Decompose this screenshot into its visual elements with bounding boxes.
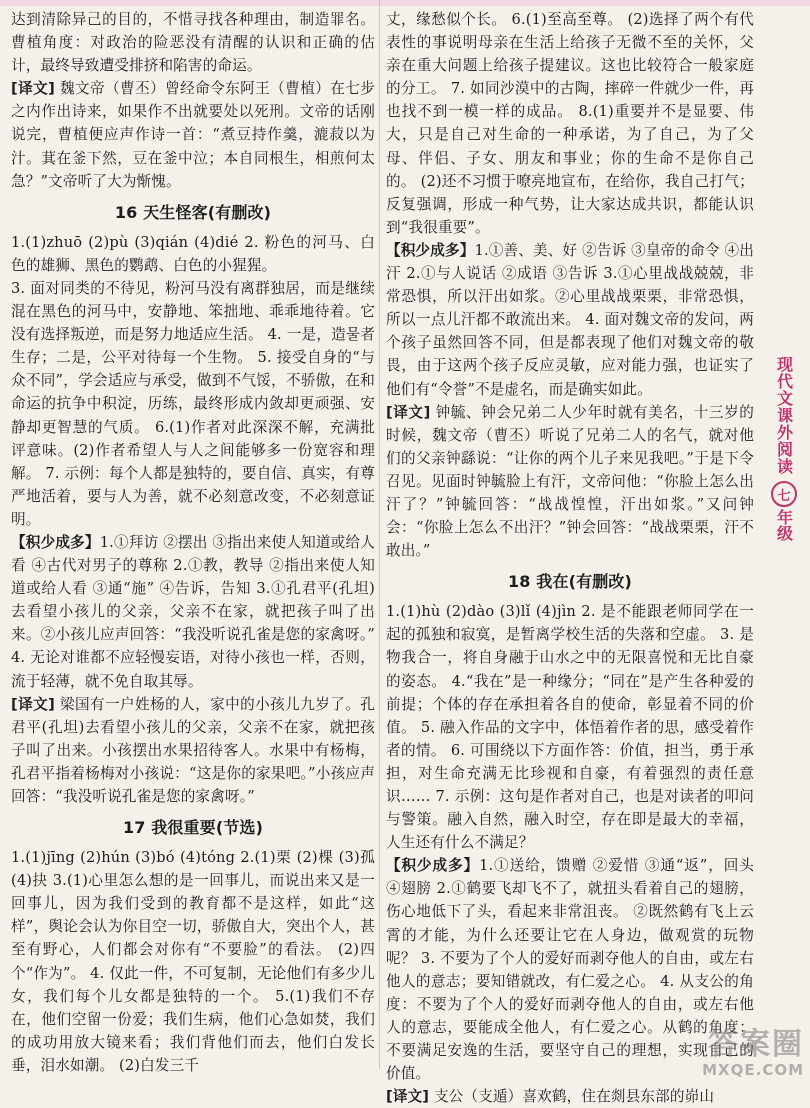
watermark-logo — [654, 1029, 804, 1085]
left-column — [11, 8, 376, 1074]
top-decoration-bar — [0, 0, 810, 6]
s16-answers-1: 1.(1)zhuō (2)pù (3)qián (4)dié 2. 粉色的河马、白色的雄狮、黑色的鹦鹉、白色的小猩猩。 — [11, 233, 375, 274]
s17-accumulate — [386, 239, 754, 401]
grade-label — [761, 481, 807, 541]
translation-tag: [译文] — [386, 403, 431, 421]
right-paragraph-1: 丈，缘愁似个长。 6.(1)至高至尊。 (2)选择了两个有代表性的事说明母亲在生活上给孩子无微不至的关怀，父亲在重大问题上给孩子提建议。这也比较符合一般家庭的分工。 7. 如同沙漠中的古陶，摔碎一件就少一件，再也找不到一模一样的成品。 8.(1)重要并不是显要、伟大，只是自己对生命的一种承诺，为了自己，为了父母、伴侣、子女、朋友和事业；你的生命不是你自己的。 (2)还不习惯于嘹亮地宣布，在给你，我自己打气；反复强调，形成一种气势，让大家达成共识，都能认识到“我很重要”。 — [386, 11, 754, 236]
series-title: 现代文课外阅读 — [774, 356, 794, 475]
s17-accumulate-text: 1.①善、美、好 ②告诉 ③皇帝的命令 ④出汗 2.①与人说话 ②成语 ③告诉 3.①心里战战兢兢，非常恐惧，所以汗出如浆。②心里战战栗栗，非常恐惧，所以一点儿汗都不敢流出来。 4. 面对魏文帝的发问，两个孩子虽然回答不同，但是都表现了他们对魏文帝的敬畏，由于这两个孩子反应灵敏，应对能力强，也证实了他们有“令誉”不是虚名，而是确实如此。 — [386, 241, 754, 398]
s18-translation-text: 支公（支遁）喜欢鹤，住在剡县东部的峁山 — [433, 1088, 715, 1106]
s17-answers-1: 1.(1)jīng (2)hún (3)bó (4)tóng 2.(1)栗 (2)棵 (3)孤 (4)抉 3.(1)心里怎么想的是一回事儿，而说出来又是一回事儿，因为我们受到的教育都不是这样，如此“这样”，舆论会认为你目空一切，骄傲自大，突出个人，甚至有野心，人们都会对你有“不要脸”的看法。 (2)四个“作为”。 4. 仅此一件，不可复制，无论他们有多少儿女，我们每个儿女都是独特的一个。 5.(1)我们不存在，他们空留一份爱；我们生病，他们心急如焚，我们的成功用放大镜来看；我们背他们而去，他们白发长垂，泪水如潮。 (2)白发三千 — [11, 849, 375, 1074]
left-paragraph-1: 达到清除异己的目的，不惜寻找各种理由，制造罪名。曹植角度：对政治的险恶没有清醒的认识和正确的估计，最终导致遭受排挤和陷害的命运。 — [11, 11, 375, 75]
s16-translation-text: 梁国有一户姓杨的人，家中的小孩儿九岁了。孔君平(孔坦)去看望小孩儿的父亲，父亲不在家，就把孩子叫了出来。小孩摆出水果招待客人。水果中有杨梅，孔君平指着杨梅对小孩说：“这是你的家果吧。”小孩应声回答：“我没听说孔雀是您的家禽呀。” — [11, 695, 375, 805]
s18-answers-1: 1.(1)hù (2)dào (3)lǐ (4)jìn 2. 是不能跟老师同学在一起的孤独和寂寞，是暂离学校生活的失落和空虚。 3. 是物我合一，将自身融于山水之中的无限喜悦和无比自豪的姿态。 4.“我在”是一种缘分；“同在”是产生各种爱的前提；个体的存在承担着各自的使命，彰显着不同的价值。 5. 融入作品的文字中，体悟着作者的思，感受着作者的情。 6. 可围绕以下方面作答：价值，担当，勇于承担，对生命充满无比珍视和自豪，有着强烈的责任意识…… 7. 示例：这句是作者对自己，也是对读者的叩问与警策。融入自然，融入时空，存在即是最大的幸福，人生还有什么不满足？ — [386, 603, 754, 852]
watermark-main: 答案圈 — [708, 1027, 804, 1062]
translation-tag: [译文] — [386, 1088, 430, 1106]
s17-translation-text: 钟毓、钟会兄弟二人少年时就有美名，十三岁的时候，魏文帝（曹丕）听说了兄弟二人的名气，就对他们的父亲钟繇说：“让你的两个儿子来见我吧。”于是下令召见。见面时钟毓脸上有汗，文帝问他：“你脸上怎么出汗了？”钟毓回答：“战战惶惶，汗出如浆。”又问钟会：“你脸上怎么不出汗？”钟会回答：“战战栗栗，汗不敢出。” — [386, 403, 754, 560]
section-18-title: 18 我在(有删改) — [508, 572, 632, 592]
translation-tag: [译文] — [11, 695, 55, 713]
grade-text: 年级 — [774, 509, 794, 541]
s16-translation — [11, 693, 375, 808]
translation-tag: [译文] — [11, 80, 55, 98]
accumulate-tag: 【积少成多】 — [386, 241, 475, 259]
s16-answers-3 — [11, 531, 375, 693]
section-16-title: 16 天生怪客(有删改) — [114, 202, 272, 222]
s17-translation — [386, 401, 754, 563]
s16-answers-2: 3. 面对同类的不待见，粉河马没有离群独居，而是继续混在黑色的河马中，安静地、笨拙地、乖乖地待着。它没有选择叛逆，而是努力地适应生活。 4. 一是，造물者生存；二是，公平对待每一个生物。 5. 接受自身的“与众不同”，学会适应与承受，做到不气馁，不骄傲，在和命运的抗争中积淀，历练，最终形成内敛却更顽强、安静却更智慧的气质。 6.(1)作者对此深深不解，充满批评意味。(2)作者希望人与人之间能够多一份宽容和理解。 7. 示例：每个人都是独特的，要自信、真实，有尊严地活着，要与人为善，就不必刻意改变，不必刻意证明。 — [11, 279, 375, 528]
section-17-title: 17 我很重要(节选) — [122, 818, 264, 838]
accumulate-tag: 【积少成多】 — [11, 533, 100, 551]
watermark-url: MXQE.COM — [702, 1061, 804, 1079]
s18-accumulate-text: 1.①送给，馈赠 ②爱惜 ③通“返”，回头 ④翅膀 2.①鹤要飞却飞不了，就扭头看着自己的翅膀，伤心地低下了头，看起来非常沮丧。 ②既然鹤有飞上云霄的才能，为什么还要让它在人身边，做观赏的玩物呢？ 3. 不要为了个人的爱好而剥夺他人的自由，或左右他人的意志；要知错就改，有仁爱之心。 4. 从支公的角度：不要为了个人的爱好而剥夺他人的自由，或左右他人的意志，要能成全他人，有仁爱之心。从鹤的角度：不要满足安逸的生活，要坚守自己的理想，实现自己的价值。 — [386, 857, 754, 1083]
side-label — [762, 356, 806, 541]
grade-number-circle: 七 — [771, 481, 797, 507]
column-divider — [379, 0, 380, 1069]
translation-text: 魏文帝（曹丕）曾经命令东阿王（曹植）在七步之内作出诗来，如果作不出就要处以死刑。文帝的话刚说完，曹植便应声作诗一首：“煮豆持作羹，漉菽以为汁。萁在釜下然，豆在釜中泣；本自同根生，相煎何太急？”文帝听了大为惭愧。 — [11, 80, 375, 190]
s16-accumulate-text: 1.①拜访 ②摆出 ③指出来使人知道或给人看 ④古代对男子的尊称 2.①教，教导 ②指出来使人知道或给人看 ③通“施” ④告诉，告知 3.①孔君平(孔坦)去看望小孩儿的父亲，父亲不在家，就把孩子叫了出来。②小孩儿应声回答：“我没听说孔雀是您的家禽呀。” 4. 无论对谁都不应轻慢妄语，对待小孩也一样，否则，流于轻薄，就不免自取其辱。 — [11, 533, 376, 690]
left-paragraph-2 — [11, 77, 375, 192]
accumulate-tag: 【积少成多】 — [386, 857, 480, 875]
